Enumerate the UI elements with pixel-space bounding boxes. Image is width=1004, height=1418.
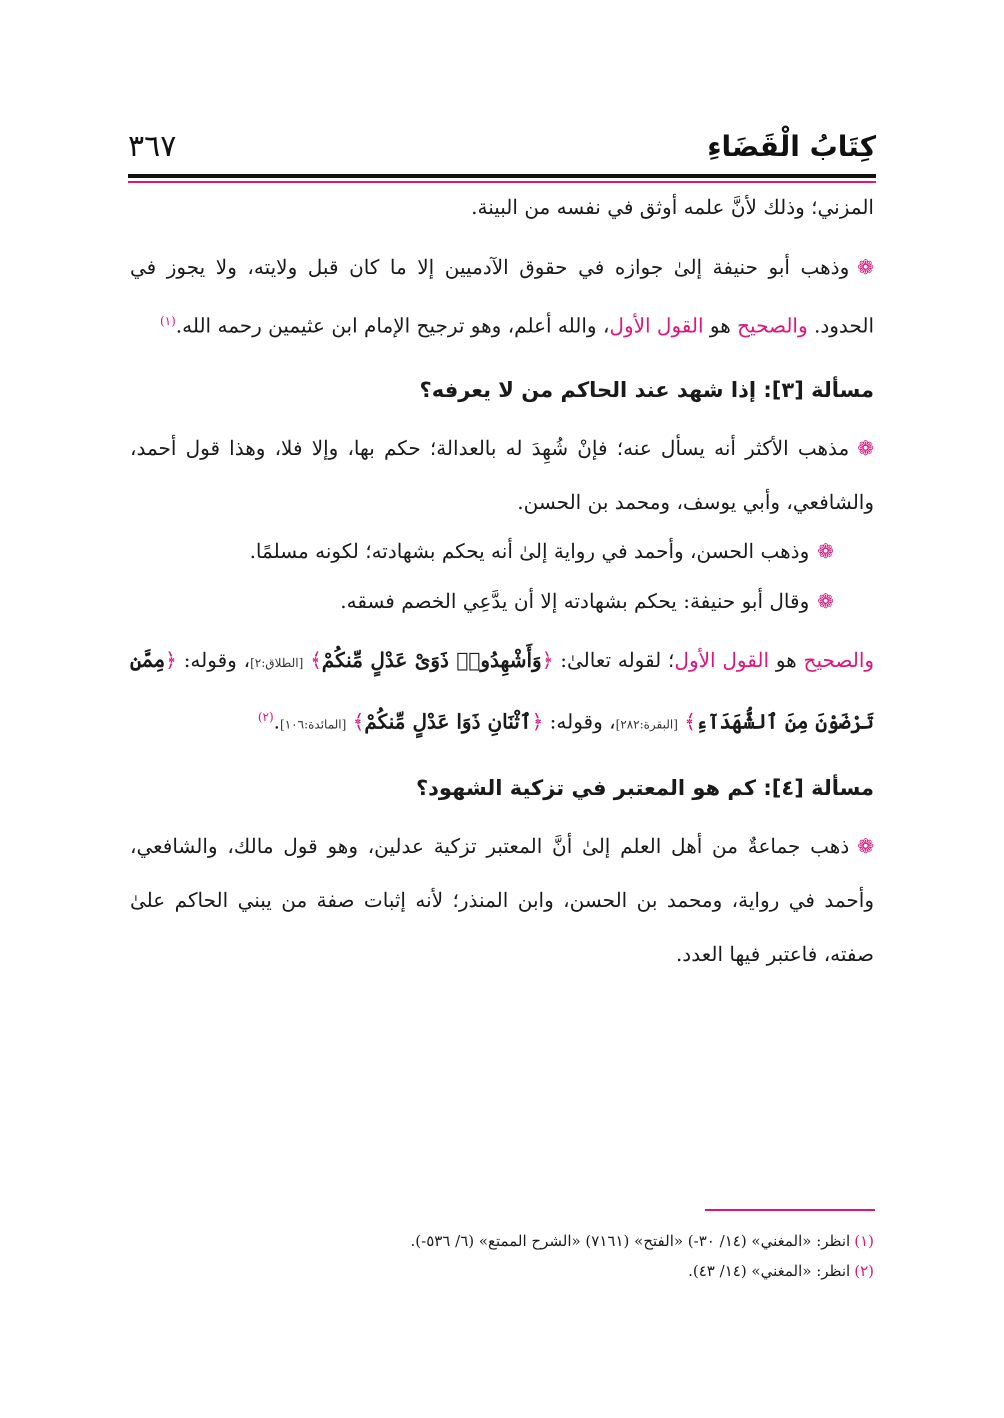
evidence-end: . xyxy=(273,709,281,734)
footnote-text: انظر: «المغني» (١٤/ ٣٠-) «الفتح» (٧١٦١) «الشرح الممتع» (٦/ ٥٣٦-). xyxy=(410,1232,851,1250)
verse-ref-talaq: [الطلاق:٢] xyxy=(250,655,304,670)
verse-ref-maidah: [المائدة:١٠٦] xyxy=(280,717,347,732)
footnote-1 xyxy=(130,1226,874,1256)
flower-bullet-icon: ❁ xyxy=(817,588,834,613)
evidence-connector: ، وقوله: xyxy=(176,647,251,672)
hasan-text: وذهب الحسن، وأحمد في رواية إلىٰ أنه يحكم بشهادته؛ لكونه مسلمًا. xyxy=(249,538,810,563)
verse-talaq: وَأَشْهِدُوا۟ ذَوَىْ عَدْلٍ مِّنكُمْ xyxy=(321,647,542,672)
hanafi-text: وذهب أبو حنيفة إلىٰ جوازه في حقوق الآدميين إلا ما كان قبل ولايته، ولا يجوز في الحدود. xyxy=(130,255,874,338)
first-opinion-label: القول الأول xyxy=(609,313,704,338)
footnote-marker-2: (٢) xyxy=(257,709,274,724)
flower-bullet-icon: ❁ xyxy=(817,538,834,563)
footnote-number: (٢) xyxy=(854,1262,874,1280)
hu-word: هو xyxy=(769,647,804,672)
first-opinion-label: القول الأول xyxy=(674,647,770,672)
paragraph-hanafi-view xyxy=(130,240,874,353)
footnote-2 xyxy=(130,1256,874,1286)
sahih-label: والصحيح xyxy=(803,647,875,672)
flower-bullet-icon: ❁ xyxy=(857,834,875,859)
paragraph-continuation: المزني؛ وذلك لأنَّ علمه أوثق في نفسه من البينة. xyxy=(471,195,874,219)
paragraph-majority-view xyxy=(130,421,874,529)
evidence-connector: ، وقوله: xyxy=(543,709,616,734)
ornate-bracket-close-icon: ﴾ xyxy=(684,709,696,734)
tarjih-text: ، والله أعلم، وهو ترجيح الإمام ابن عثيمين رحمه الله. xyxy=(175,313,610,338)
verse-ref-baqarah: [البقرة:٢٨٢] xyxy=(615,717,678,732)
footnotes xyxy=(130,1226,874,1286)
running-title: كِتَابُ الْقَضَاءِ xyxy=(707,129,876,163)
sahih-label: والصحيح xyxy=(737,313,808,338)
ornate-bracket-open-icon: ﴿ xyxy=(165,647,177,672)
header-rule-black xyxy=(128,174,876,178)
footnote-text: انظر: «المغني» (١٤/ ٤٣). xyxy=(688,1262,851,1280)
ornate-bracket-close-icon: ﴾ xyxy=(310,647,322,672)
paragraph-evidence xyxy=(130,633,874,752)
page-number: ٣٦٧ xyxy=(128,128,177,164)
footnote-marker-1: (١) xyxy=(159,314,176,328)
verse-baqarah: مِمَّن تَرْضَوْنَ مِنَ ٱلشُّهَدَآءِ xyxy=(130,647,874,734)
majority-text: مذهب الأكثر أنه يسأل عنه؛ فإنْ شُهِدَ له بالعدالة؛ حكم بها، وإلا فلا، وهذا قول أحمد، والشافعي، وأبي يوسف، ومحمد بن الحسن. xyxy=(130,435,874,514)
ornate-bracket-close-icon: ﴾ xyxy=(352,709,365,734)
evidence-intro: ؛ لقوله تعالىٰ: xyxy=(553,647,675,672)
issue-4-heading: مسألة [٤]: كم هو المعتبر في تزكية الشهود؟ xyxy=(415,776,874,801)
paragraph-abu-hanifa-view xyxy=(130,573,874,629)
ornate-bracket-open-icon: ﴿ xyxy=(531,709,544,734)
hu-word: هو xyxy=(703,313,738,338)
page-body xyxy=(130,180,874,981)
flower-bullet-icon: ❁ xyxy=(857,435,874,460)
abu-hanifa-text: وقال أبو حنيفة: يحكم بشهادته إلا أن يدَّعِي الخصم فسقه. xyxy=(340,588,810,613)
page-header xyxy=(128,122,876,170)
ornate-bracket-open-icon: ﴿ xyxy=(541,647,554,672)
issue-3-heading: مسألة [٣]: إذا شهد عند الحاكم من لا يعرفه؟ xyxy=(419,377,874,402)
two-witnesses-text: ذهب جماعةٌ من أهل العلم إلىٰ أنَّ المعتبر تزكية عدلين، وهو قول مالك، والشافعي، وأحمد في رواية، ومحمد بن الحسن، وابن المنذر؛ لأنه إثبات صفة من يبني الحاكم علىٰ صفته، فاعتبر فيها العدد. xyxy=(130,834,874,967)
paragraph-hasan-view xyxy=(130,529,874,573)
verse-maidah: ٱثْنَانِ ذَوَا عَدْلٍ مِّنكُمْ xyxy=(364,709,532,734)
footnote-number: (١) xyxy=(854,1232,874,1250)
flower-bullet-icon: ❁ xyxy=(857,255,874,279)
footnote-divider xyxy=(705,1209,875,1211)
paragraph-two-witnesses xyxy=(130,819,874,981)
